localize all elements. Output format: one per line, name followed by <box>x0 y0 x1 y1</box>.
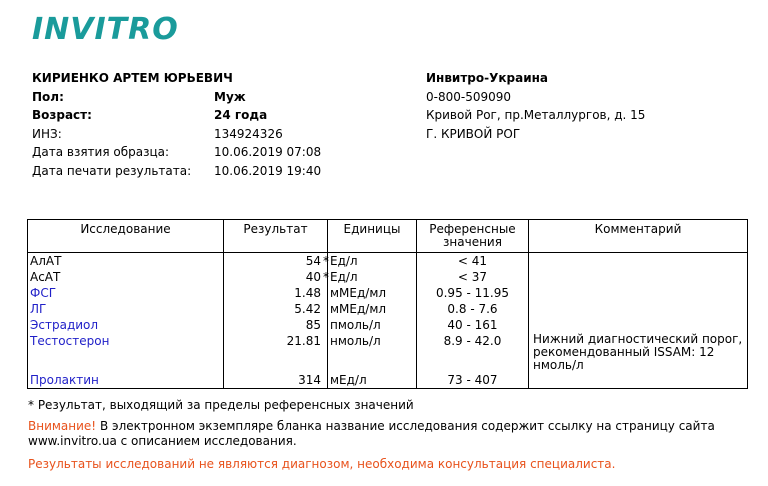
test-name[interactable]: ЛГ <box>28 301 224 317</box>
footnote: * Результат, выходящий за пределы референсных значений <box>28 398 414 412</box>
comment <box>529 301 748 317</box>
units: мМЕд/мл <box>328 301 417 317</box>
attention-note <box>28 419 715 449</box>
result-value: 40 <box>305 270 321 284</box>
invitro-site-link[interactable]: www.invitro.ua <box>28 434 117 448</box>
test-name[interactable]: Тестостерон <box>28 333 224 372</box>
inz-row <box>32 125 321 144</box>
results-header-row <box>28 220 748 253</box>
test-name[interactable]: ФСГ <box>28 285 224 301</box>
sample-date-label: Дата взятия образца: <box>32 145 170 159</box>
reference-range: 73 - 407 <box>417 372 529 389</box>
reference-range: 0.8 - 7.6 <box>417 301 529 317</box>
patient-name: КИРИЕНКО АРТЕМ ЮРЬЕВИЧ <box>32 71 233 85</box>
age-label: Возраст: <box>32 108 92 122</box>
reference-range: < 37 <box>417 269 529 285</box>
age-value: 24 года <box>214 108 268 122</box>
table-row <box>28 269 748 285</box>
result-cell <box>224 301 328 317</box>
result-value: 21.81 <box>286 334 321 348</box>
result-value: 5.42 <box>294 302 321 316</box>
reference-range: 40 - 161 <box>417 317 529 333</box>
sex-row <box>32 88 321 107</box>
lab-info <box>426 69 645 143</box>
test-name[interactable]: Пролактин <box>28 372 224 389</box>
units: Ед/л <box>328 253 417 270</box>
reference-range: 0.95 - 11.95 <box>417 285 529 301</box>
comment <box>529 253 748 270</box>
sample-date-value: 10.06.2019 07:08 <box>214 145 322 159</box>
lab-name: Инвитро-Украина <box>426 71 548 85</box>
sample-date-row <box>32 143 321 162</box>
header-test: Исследование <box>28 220 224 253</box>
attention-text: В электронном экземпляре бланка название исследования содержит ссылку на страницу сайта <box>96 419 715 433</box>
lab-address: Кривой Рог, пр.Металлургов, д. 15 <box>426 108 646 122</box>
inz-label: ИНЗ: <box>32 126 62 141</box>
result-cell <box>224 285 328 301</box>
result-value: 314 <box>298 373 321 387</box>
table-row <box>28 333 748 372</box>
units: мЕд/л <box>328 372 417 389</box>
age-row <box>32 106 321 125</box>
comment <box>529 269 748 285</box>
reference-range: < 41 <box>417 253 529 270</box>
print-date-row <box>32 162 321 181</box>
lab-city: Г. КРИВОЙ РОГ <box>426 126 521 141</box>
table-row <box>28 301 748 317</box>
result-cell <box>224 333 328 372</box>
header-result: Результат <box>224 220 328 253</box>
units: Ед/л <box>328 269 417 285</box>
header-units: Единицы <box>328 220 417 253</box>
units: мМЕд/мл <box>328 285 417 301</box>
result-value: 1.48 <box>294 286 321 300</box>
out-of-range-flag: * <box>323 270 329 284</box>
sex-label: Пол: <box>32 89 64 104</box>
results-table <box>27 219 748 389</box>
print-date-label: Дата печати результата: <box>32 163 192 178</box>
comment <box>529 285 748 301</box>
print-date-value: 10.06.2019 19:40 <box>214 163 322 178</box>
table-row <box>28 317 748 333</box>
attention-text-end: с описанием исследования. <box>116 434 297 448</box>
patient-info <box>32 69 321 180</box>
test-name[interactable]: Эстрадиол <box>28 317 224 333</box>
table-row <box>28 253 748 270</box>
table-row <box>28 285 748 301</box>
result-cell <box>224 372 328 389</box>
test-name: АсАТ <box>28 269 224 285</box>
result-cell <box>224 317 328 333</box>
header-reference: Референсные значения <box>417 220 529 253</box>
units: нмоль/л <box>328 333 417 372</box>
comment: Нижний диагностический порог, рекомендованный ISSAM: 12 нмоль/л <box>529 333 748 372</box>
header-comment: Комментарий <box>529 220 748 253</box>
invitro-logo: INVITRO <box>32 12 179 47</box>
out-of-range-flag: * <box>323 254 329 268</box>
result-cell <box>224 269 328 285</box>
disclaimer: Результаты исследований не являются диагнозом, необходима консультация специалиста. <box>28 457 616 471</box>
table-row <box>28 372 748 389</box>
result-value: 54 <box>305 254 321 268</box>
inz-value: 134924326 <box>214 126 283 141</box>
reference-range: 8.9 - 42.0 <box>417 333 529 372</box>
result-cell <box>224 253 328 270</box>
units: пмоль/л <box>328 317 417 333</box>
result-value: 85 <box>305 318 321 332</box>
attention-label: Внимание! <box>28 419 97 433</box>
test-name: АлАТ <box>28 253 224 270</box>
sex-value: Муж <box>214 89 246 104</box>
comment <box>529 317 748 333</box>
comment <box>529 372 748 389</box>
lab-phone: 0-800-509090 <box>426 89 512 104</box>
